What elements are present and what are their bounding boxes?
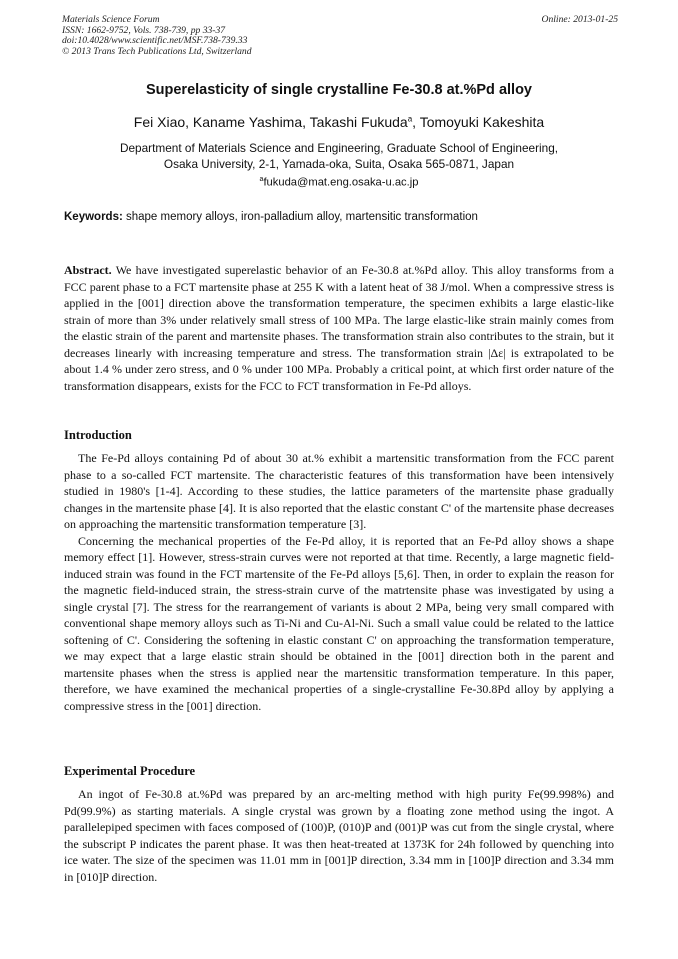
keywords-label: Keywords: <box>64 211 123 223</box>
issn-line: ISSN: 1662-9752, Vols. 738-739, pp 33-37 <box>62 24 226 36</box>
abstract <box>64 262 614 394</box>
introduction-body <box>64 450 614 714</box>
experimental-body <box>64 786 614 885</box>
affiliation-line-2: Osaka University, 2-1, Yamada-oka, Suita, Osaka 565-0871, Japan <box>163 157 515 171</box>
affiliation-line-1: Department of Materials Science and Engineering, Graduate School of Engineering, <box>119 141 559 155</box>
experimental-paragraph-1: An ingot of Fe-30.8 at.%Pd was prepared by an arc-melting method with high purity Fe(99.998%) and Pd(99.9%) as starting materials. A single crystal was grown by a floating zone method using the ingot. A parallelepiped specimen with faces composed of (100)P, (010)P and (001)P was cut from the single crystal, where the subscript P indicates the parent phase. It was then heat-treated at 1373K for 24h followed by quenching into ice water. The size of the specimen was 11.01 mm in [001]P direction, 3.34 mm in [100]P direction and 3.34 mm in [010]P direction. <box>64 787 614 884</box>
introduction-heading: Introduction <box>64 428 132 442</box>
journal-header <box>62 15 618 57</box>
journal-name: Materials Science Forum <box>62 14 160 25</box>
email-superscript: a <box>259 176 264 183</box>
author-superscript: a <box>407 114 413 124</box>
authors-part1: Fei Xiao, Kaname Yashima, Takashi Fukuda <box>133 114 408 130</box>
abstract-text: We have investigated superelastic behavior of an Fe-30.8 at.%Pd alloy. This alloy transforms from a FCC parent phase to a FCT martensite phase at 255 K with a latent heat of 38 J/mol. When a compressive stress is applied in the [001] direction above the transformation temperature, the specimen exhibits a large elastic-like strain of more than 3% under relatively small stress of 100 MPa. The large elastic-like strain mainly comes from the elastic strain of the parent and martensite phases. The transformation strain also contributes to the strain, but it decreases linearly with increasing temperature and stress. The transformation strain |Δε| is extrapolated to be about 1.4 % under zero stress, and 0 % under 100 MPa. Probably a critical point, at which first order nature of the transformation disappears, exists for the FCC to FCT transformation in Fe-Pd alloys. <box>64 263 614 393</box>
email-address[interactable]: fukuda@mat.eng.osaka-u.ac.jp <box>263 176 419 189</box>
paper-title: Superelasticity of single crystalline Fe-30.8 at.%Pd alloy <box>145 82 532 98</box>
corresponding-email <box>0 176 678 189</box>
keywords <box>64 211 616 223</box>
copyright-line: © 2013 Trans Tech Publications Ltd, Switzerland <box>62 45 252 57</box>
affiliation <box>0 140 678 172</box>
introduction-paragraph-2: Concerning the mechanical properties of the Fe-Pd alloy, it is reported that an Fe-Pd alloy shows a shape memory effect [1]. However, stress-strain curves were not reported at that time. Recently, a large magnetic field-induced strain was found in the FCT martensite of the Fe-Pd alloys [5,6]. Then, in order to explain the reason for the magnetic field-induced strain, the stress-strain curve of the matrtensite phase was investigated by using a single crystal [7]. The stress for the rearrangement of variants is about 2 MPa, being very small compared with conventional shape memory alloys such as Ti-Ni and Cu-Al-Ni. Such a small value could be related to the lattice softening of C'. Considering the softening in elastic constant C' on approaching the transformation temperature, we may expect that a large elastic strain should be obtained in the [001] direction both in the parent and martensite phases when the stress is applied near the martensitic transformation temperature. In this paper, therefore, we have examined the mechanical properties of a single-crystalline Fe-30.8Pd alloy by applying a compressive stress in the [001] direction. <box>64 533 614 713</box>
abstract-label: Abstract. <box>64 263 112 277</box>
keywords-text: shape memory alloys, iron-palladium alloy, martensitic transformation <box>126 211 478 223</box>
introduction-paragraph-1: The Fe-Pd alloys containing Pd of about 30 at.% exhibit a martensitic transformation from the FCC parent phase to a so-called FCT martensite. The characteristic features of this transformation have been intensively studied in 1980's [1-4]. According to these studies, the lattice parameters of the martensite phase gradually changes in the martensite phase [4]. It is also reported that the elastic constant C' of the martensite phase decreases on approaching the martensitic transformation temperature [3]. <box>64 451 614 531</box>
authors-part2: , Tomoyuki Kakeshita <box>412 114 545 130</box>
experimental-heading: Experimental Procedure <box>64 764 196 778</box>
doi-line[interactable]: doi:10.4028/www.scientific.net/MSF.738-739.33 <box>62 35 248 47</box>
author-list <box>0 114 678 130</box>
online-date: Online: 2013-01-25 <box>541 14 618 25</box>
